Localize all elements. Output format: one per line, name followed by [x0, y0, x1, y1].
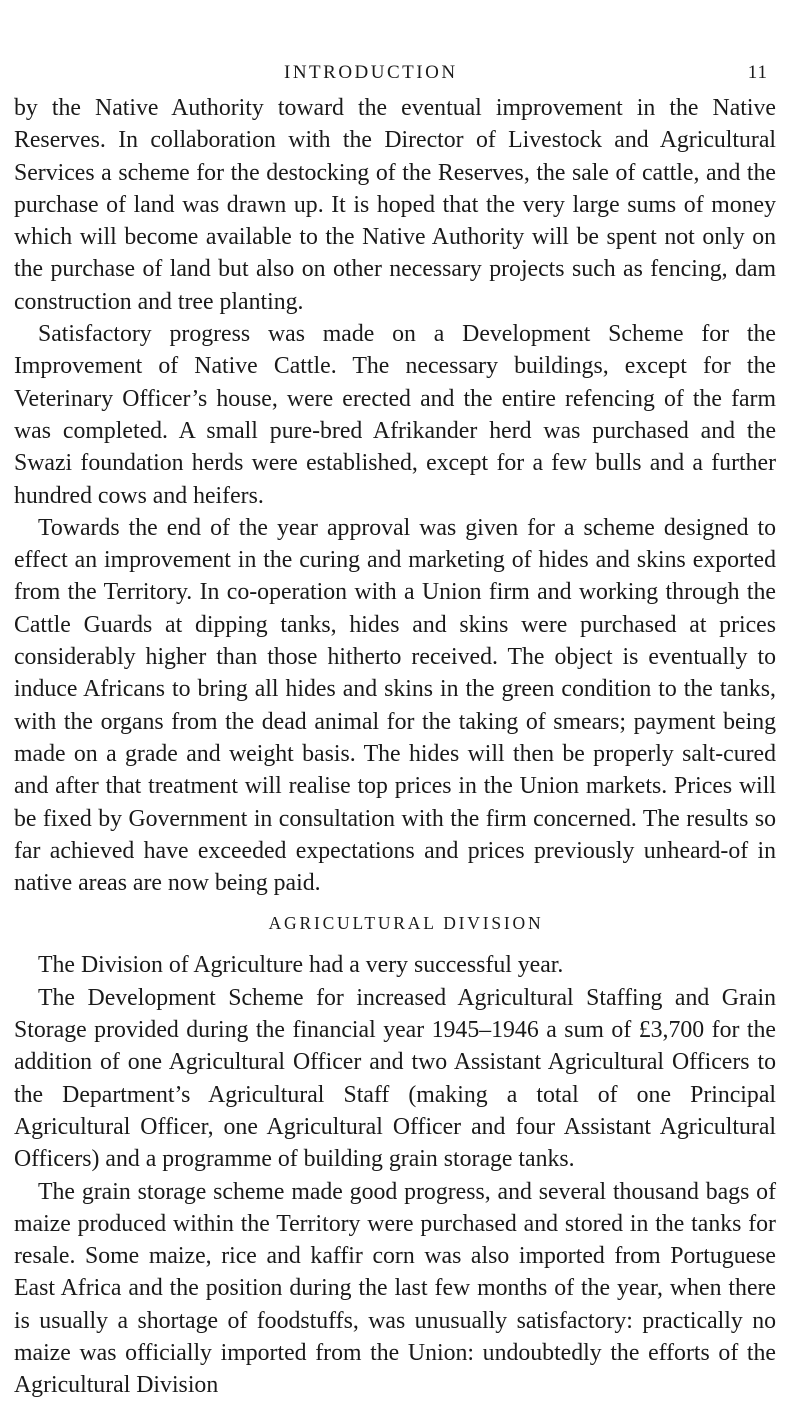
body-text	[14, 92, 776, 1402]
paragraph-grain-storage: The grain storage scheme made good progress, and several thousand bags of maize produced within the Territory were purchased and stored in the tanks for resale. Some maize, rice and kaffir corn was also imported from Portuguese East Africa and the position during the last few months of the year, when there is usually a shortage of foodstuffs, was unusually satisfactory: practically no maize was officially imported from the Union: undoubtedly the efforts of the Agricultural Division	[14, 1178, 776, 1399]
paragraph-staffing-scheme: The Development Scheme for increased Agricultural Staffing and Grain Storage provided during the financial year 1945–1946 a sum of £3,700 for the addition of one Agricultural Officer and two Assistant Agricultural Officers to the Department’s Agricultural Staff (making a total of one Principal Agricultural Officer, one Agricultural Officer and four Assistant Agricultural Officers) and a programme of building grain storage tanks.	[14, 984, 776, 1173]
running-title: INTRODUCTION	[284, 62, 458, 83]
page-number: 11	[747, 62, 768, 83]
paragraph-hides-and-skins: Towards the end of the year approval was given for a scheme designed to effect an improvement in the curing and marketing of hides and skins exported from the Territory. In co-operation with a Union firm and working through the Cattle Guards at dipping tanks, hides and skins were purchased at prices considerably higher than those hitherto received. The object is eventually to induce Africans to bring all hides and skins in the green condition to the tanks, with the organs from the dead animal for the taking of smears; payment being made on a grade and weight basis. The hides will then be properly salt-cured and after that treatment will realise top prices in the Union markets. Prices will be fixed by Government in consultation with the firm concerned. The results so far achieved have exceeded expectations and prices previously unheard-of in native areas are now being paid.	[14, 514, 776, 897]
paragraph-division-year: The Division of Agriculture had a very successful year.	[38, 952, 564, 979]
section-heading: AGRICULTURAL DIVISION	[268, 913, 544, 934]
paragraph-cattle-development: Satisfactory progress was made on a Development Scheme for the Improvement of Native Cattle. The necessary buildings, except for the Veterinary Officer’s house, were erected and the entire refencing of the farm was completed. A small pure-bred Afrikander herd was purchased and the Swazi foundation herds were established, except for a few bulls and a further hundred cows and heifers.	[14, 321, 776, 509]
running-head	[0, 62, 800, 88]
paragraph-native-reserves: by the Native Authority toward the eventual improvement in the Native Reserves. In collaboration with the Director of Livestock and Agricultural Services a scheme for the destocking of the Reserves, the sale of cattle, and the purchase of land was drawn up. It is hoped that the very large sums of money which will become available to the Native Authority will be spent not only on the purchase of land but also on other necessary projects such as fencing, dam construction and tree planting.	[14, 95, 776, 315]
